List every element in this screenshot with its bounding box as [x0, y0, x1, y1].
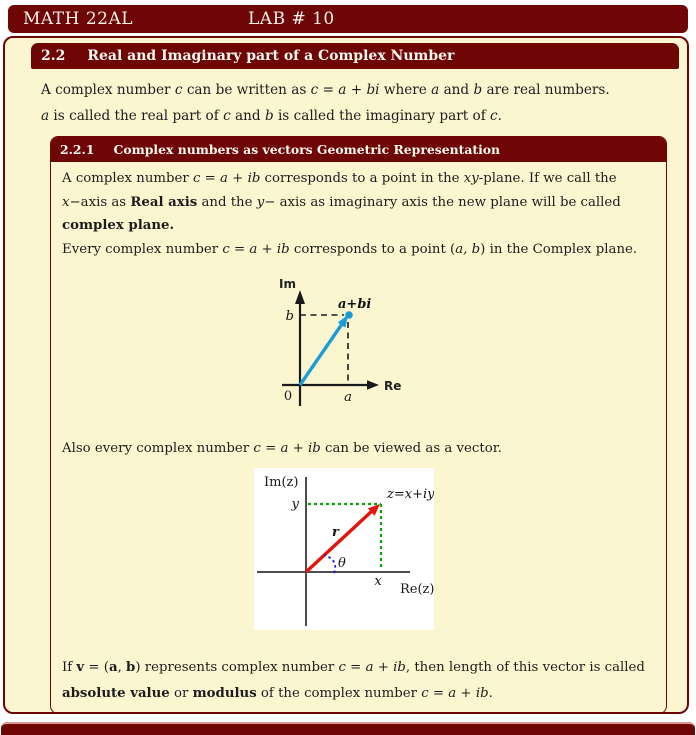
re-axis: [282, 380, 379, 390]
paragraph-vector: [62, 437, 660, 461]
point-marker: [345, 311, 353, 319]
section-number: 2.2: [41, 48, 66, 64]
next-section-bar-partial: [1, 722, 695, 735]
im-axis-label: Im(z): [264, 474, 299, 490]
b-coordinate-label: b: [285, 309, 294, 324]
re-axis-arrowhead-icon: [367, 380, 379, 390]
im-axis: [295, 290, 305, 406]
a-coordinate-label: a: [344, 390, 352, 405]
origin-label: 0: [283, 389, 293, 404]
paragraph-geometric: [62, 167, 660, 261]
paragraph-modulus: [62, 655, 660, 707]
title-bar: [8, 5, 688, 33]
section-intro: [41, 78, 687, 129]
figure-complex-point-diagram: [265, 275, 435, 417]
text-line: Also every complex number c = a + ib can be viewed as a vector.: [62, 441, 502, 456]
text-line: If v = (a, b) represents complex number c = a + ib, then length of this vector is called: [62, 659, 645, 675]
radius-label: r: [332, 524, 339, 540]
subsection-title: Complex numbers as vectors Geometric Representation: [113, 142, 501, 157]
section-header-2-2: [31, 43, 679, 69]
point-label: a+bi: [338, 297, 372, 312]
main-content-box: [3, 36, 689, 714]
x-coordinate-label: x: [374, 573, 382, 589]
intro-line-1: A complex number c can be written as c = a + bi where a and b are real numbers.: [41, 82, 610, 98]
point-label: z=x+iy: [387, 486, 434, 502]
subsection-number: 2.2.1: [60, 142, 95, 157]
text-line: A complex number c = a + ib corresponds to a point in the xy-plane. If we call the: [62, 171, 617, 186]
course-title: MATH 22AL: [23, 9, 134, 29]
im-axis-label: Im: [279, 277, 296, 291]
subsection-header-2-2-1: [51, 137, 666, 162]
section-title: Real and Imaginary part of a Complex Number: [87, 48, 455, 64]
complex-vector-arrow: [300, 311, 353, 385]
text-line: Every complex number c = a + ib corresponds to a point (a, b) in the Complex plane.: [62, 241, 638, 257]
im-axis-arrowhead-icon: [295, 290, 305, 304]
intro-line-2: a is called the real part of c and b is called the imaginary part of c.: [41, 107, 502, 124]
figure-polar-form-diagram: [254, 468, 434, 630]
re-axis-label: Re(z): [400, 581, 434, 597]
re-axis-label: Re: [384, 379, 402, 393]
lab-number: LAB # 10: [248, 9, 335, 29]
text-line: absolute value or modulus of the complex number c = a + ib.: [62, 685, 493, 701]
subsection-box: [50, 136, 667, 714]
y-coordinate-label: y: [291, 496, 299, 512]
theta-label: θ: [338, 555, 346, 571]
text-line: complex plane.: [62, 218, 175, 233]
subsection-content: [51, 162, 666, 713]
text-line: x−axis as Real axis and the y− axis as imaginary axis the new plane will be called: [62, 194, 621, 210]
